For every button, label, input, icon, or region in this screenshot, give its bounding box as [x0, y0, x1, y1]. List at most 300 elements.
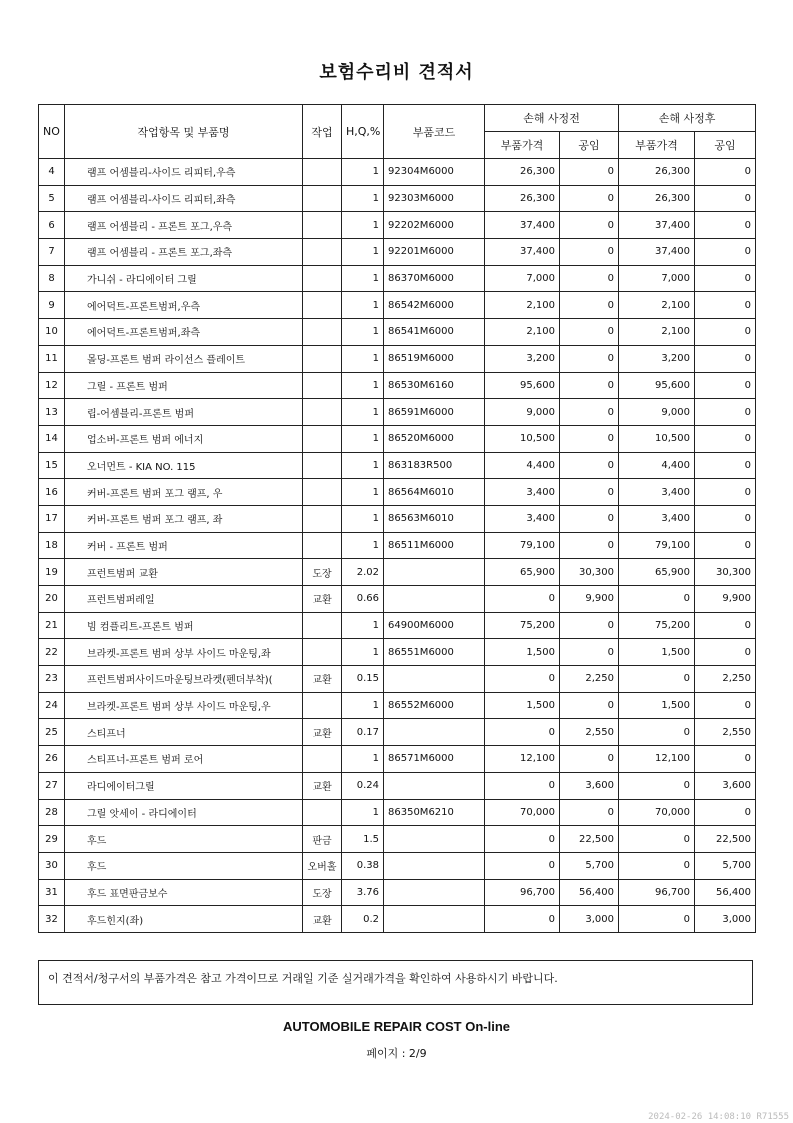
table-row: [39, 212, 756, 239]
row-before-parts-price: 0: [485, 586, 560, 613]
row-before-parts-price: 0: [485, 666, 560, 693]
table-row: [39, 826, 756, 853]
row-after-labor: 2,250: [695, 666, 756, 693]
row-before-parts-price: 96,700: [485, 879, 560, 906]
table-row: [39, 505, 756, 532]
row-work-type: [303, 692, 342, 719]
row-item-name: 립-어셈블리-프론트 범퍼: [65, 399, 303, 426]
row-no: 15: [39, 452, 65, 479]
row-after-labor: 0: [695, 185, 756, 212]
row-work-type: 교환: [303, 586, 342, 613]
row-hq: 0.24: [342, 772, 384, 799]
row-after-labor: 0: [695, 452, 756, 479]
row-part-code: 86591M6000: [384, 399, 485, 426]
row-after-parts-price: 75,200: [619, 612, 695, 639]
row-work-type: 도장: [303, 879, 342, 906]
row-hq: 1: [342, 479, 384, 506]
table-row: [39, 479, 756, 506]
row-item-name: 커버 - 프론트 범퍼: [65, 532, 303, 559]
row-after-labor: 0: [695, 345, 756, 372]
row-item-name: 커버-프론트 범퍼 포그 램프, 좌: [65, 505, 303, 532]
col-item-header: 작업항목 및 부품명: [65, 105, 303, 159]
row-work-type: 교환: [303, 772, 342, 799]
row-no: 22: [39, 639, 65, 666]
row-no: 21: [39, 612, 65, 639]
row-after-parts-price: 0: [619, 586, 695, 613]
row-after-parts-price: 7,000: [619, 265, 695, 292]
row-no: 25: [39, 719, 65, 746]
row-no: 24: [39, 692, 65, 719]
row-work-type: [303, 452, 342, 479]
estimate-table: [38, 104, 756, 933]
row-part-code: [384, 852, 485, 879]
row-after-parts-price: 79,100: [619, 532, 695, 559]
row-before-parts-price: 3,400: [485, 479, 560, 506]
row-before-labor: 0: [560, 505, 619, 532]
table-row: [39, 746, 756, 773]
row-before-labor: 0: [560, 399, 619, 426]
row-after-labor: 0: [695, 292, 756, 319]
table-row: [39, 425, 756, 452]
row-work-type: 교환: [303, 666, 342, 693]
row-before-parts-price: 37,400: [485, 212, 560, 239]
row-item-name: 램프 어셈블리 - 프론트 포그,좌측: [65, 239, 303, 266]
row-no: 17: [39, 505, 65, 532]
row-hq: 1: [342, 692, 384, 719]
row-work-type: [303, 239, 342, 266]
row-work-type: [303, 319, 342, 346]
group-before-header: 손해 사정전: [485, 105, 619, 132]
row-part-code: 86530M6160: [384, 372, 485, 399]
row-item-name: 그릴 앗세이 - 라디에이터: [65, 799, 303, 826]
row-after-labor: 3,000: [695, 906, 756, 933]
row-before-labor: 0: [560, 746, 619, 773]
row-after-labor: 0: [695, 425, 756, 452]
row-hq: 0.2: [342, 906, 384, 933]
row-part-code: [384, 906, 485, 933]
row-before-parts-price: 0: [485, 852, 560, 879]
row-item-name: 오너먼트 - KIA NO. 115: [65, 452, 303, 479]
row-no: 13: [39, 399, 65, 426]
row-after-parts-price: 2,100: [619, 292, 695, 319]
row-item-name: 프런트범퍼사이드마운팅브라켓(펜더부착)(: [65, 666, 303, 693]
row-hq: 1: [342, 612, 384, 639]
row-after-labor: 0: [695, 212, 756, 239]
row-item-name: 후드 표면판금보수: [65, 879, 303, 906]
col-hq-header: H,Q,%: [342, 105, 384, 159]
row-no: 27: [39, 772, 65, 799]
row-before-parts-price: 10,500: [485, 425, 560, 452]
table-row: [39, 666, 756, 693]
row-after-parts-price: 0: [619, 852, 695, 879]
row-before-parts-price: 0: [485, 906, 560, 933]
row-work-type: [303, 746, 342, 773]
row-item-name: 브라켓-프론트 범퍼 상부 사이드 마운팅,좌: [65, 639, 303, 666]
row-no: 8: [39, 265, 65, 292]
row-hq: 1: [342, 639, 384, 666]
row-after-parts-price: 26,300: [619, 185, 695, 212]
footer-brand: AUTOMOBILE REPAIR COST On-line: [282, 1019, 511, 1034]
after-labor-header: 공임: [695, 132, 756, 159]
table-row: [39, 292, 756, 319]
row-work-type: [303, 479, 342, 506]
row-before-parts-price: 9,000: [485, 399, 560, 426]
row-after-parts-price: 0: [619, 666, 695, 693]
row-after-labor: 5,700: [695, 852, 756, 879]
row-after-parts-price: 26,300: [619, 159, 695, 186]
row-after-labor: 0: [695, 746, 756, 773]
row-before-parts-price: 37,400: [485, 239, 560, 266]
row-no: 18: [39, 532, 65, 559]
row-hq: 1: [342, 399, 384, 426]
row-before-labor: 0: [560, 239, 619, 266]
row-before-parts-price: 95,600: [485, 372, 560, 399]
row-part-code: [384, 826, 485, 853]
row-no: 7: [39, 239, 65, 266]
row-after-parts-price: 0: [619, 772, 695, 799]
row-hq: 1.5: [342, 826, 384, 853]
row-item-name: 그릴 - 프론트 범퍼: [65, 372, 303, 399]
row-work-type: 교환: [303, 906, 342, 933]
row-after-labor: 0: [695, 265, 756, 292]
row-part-code: 92304M6000: [384, 159, 485, 186]
row-before-labor: 0: [560, 372, 619, 399]
row-after-parts-price: 0: [619, 719, 695, 746]
row-after-labor: 0: [695, 372, 756, 399]
row-no: 19: [39, 559, 65, 586]
row-before-parts-price: 3,400: [485, 505, 560, 532]
row-after-labor: 0: [695, 399, 756, 426]
row-before-parts-price: 79,100: [485, 532, 560, 559]
row-after-parts-price: 9,000: [619, 399, 695, 426]
row-after-labor: 30,300: [695, 559, 756, 586]
row-part-code: [384, 879, 485, 906]
row-part-code: 92303M6000: [384, 185, 485, 212]
row-work-type: [303, 372, 342, 399]
row-work-type: 오버홀: [303, 852, 342, 879]
row-hq: 1: [342, 185, 384, 212]
row-after-parts-price: 37,400: [619, 212, 695, 239]
row-before-labor: 2,550: [560, 719, 619, 746]
row-after-parts-price: 95,600: [619, 372, 695, 399]
row-item-name: 후드: [65, 852, 303, 879]
row-before-labor: 0: [560, 212, 619, 239]
row-hq: 1: [342, 799, 384, 826]
row-before-parts-price: 4,400: [485, 452, 560, 479]
row-before-parts-price: 26,300: [485, 185, 560, 212]
row-hq: 2.02: [342, 559, 384, 586]
row-hq: 3.76: [342, 879, 384, 906]
row-before-labor: 0: [560, 159, 619, 186]
row-before-parts-price: 2,100: [485, 292, 560, 319]
row-before-labor: 0: [560, 692, 619, 719]
table-row: [39, 239, 756, 266]
row-before-parts-price: 2,100: [485, 319, 560, 346]
row-work-type: [303, 265, 342, 292]
row-hq: 1: [342, 425, 384, 452]
row-work-type: [303, 639, 342, 666]
row-before-labor: 3,000: [560, 906, 619, 933]
before-parts-price-header: 부품가격: [485, 132, 560, 159]
row-after-labor: 22,500: [695, 826, 756, 853]
row-part-code: 86370M6000: [384, 265, 485, 292]
row-after-labor: 0: [695, 692, 756, 719]
row-after-labor: 0: [695, 239, 756, 266]
row-hq: 0.15: [342, 666, 384, 693]
row-before-labor: 56,400: [560, 879, 619, 906]
row-no: 10: [39, 319, 65, 346]
row-after-labor: 0: [695, 612, 756, 639]
row-after-parts-price: 37,400: [619, 239, 695, 266]
table-row: [39, 612, 756, 639]
row-work-type: [303, 345, 342, 372]
row-no: 28: [39, 799, 65, 826]
row-hq: 1: [342, 452, 384, 479]
table-header: [39, 105, 756, 159]
row-part-code: 86552M6000: [384, 692, 485, 719]
row-item-name: 라디에이터그릴: [65, 772, 303, 799]
row-no: 23: [39, 666, 65, 693]
row-work-type: [303, 292, 342, 319]
row-before-labor: 2,250: [560, 666, 619, 693]
table-row: [39, 879, 756, 906]
row-no: 31: [39, 879, 65, 906]
row-after-parts-price: 1,500: [619, 692, 695, 719]
row-before-labor: 0: [560, 532, 619, 559]
row-item-name: 스티프너: [65, 719, 303, 746]
row-before-parts-price: 70,000: [485, 799, 560, 826]
row-hq: 1: [342, 292, 384, 319]
row-no: 16: [39, 479, 65, 506]
table-row: [39, 372, 756, 399]
row-part-code: 86520M6000: [384, 425, 485, 452]
row-after-parts-price: 70,000: [619, 799, 695, 826]
row-before-parts-price: 26,300: [485, 159, 560, 186]
row-hq: 1: [342, 532, 384, 559]
table-row: [39, 639, 756, 666]
row-before-parts-price: 12,100: [485, 746, 560, 773]
row-before-labor: 0: [560, 425, 619, 452]
row-item-name: 가니쉬 - 라디에이터 그릴: [65, 265, 303, 292]
row-work-type: [303, 425, 342, 452]
row-before-parts-price: 3,200: [485, 345, 560, 372]
row-after-parts-price: 3,200: [619, 345, 695, 372]
row-before-labor: 0: [560, 265, 619, 292]
table-body: [39, 159, 756, 933]
row-part-code: 92201M6000: [384, 239, 485, 266]
row-work-type: [303, 505, 342, 532]
row-hq: 1: [342, 212, 384, 239]
row-hq: 1: [342, 746, 384, 773]
row-no: 14: [39, 425, 65, 452]
row-before-labor: 9,900: [560, 586, 619, 613]
row-after-labor: 0: [695, 479, 756, 506]
row-part-code: 92202M6000: [384, 212, 485, 239]
table-row: [39, 719, 756, 746]
row-part-code: [384, 586, 485, 613]
row-no: 30: [39, 852, 65, 879]
row-part-code: 863183R500: [384, 452, 485, 479]
row-after-labor: 2,550: [695, 719, 756, 746]
row-hq: 1: [342, 239, 384, 266]
row-before-labor: 22,500: [560, 826, 619, 853]
row-before-labor: 0: [560, 319, 619, 346]
row-hq: 0.38: [342, 852, 384, 879]
row-after-parts-price: 1,500: [619, 639, 695, 666]
row-after-labor: 0: [695, 319, 756, 346]
table-row: [39, 692, 756, 719]
col-no-header: NO: [39, 105, 65, 159]
table-row: [39, 772, 756, 799]
row-hq: 0.66: [342, 586, 384, 613]
row-before-parts-price: 0: [485, 826, 560, 853]
row-before-labor: 0: [560, 799, 619, 826]
table-row: [39, 906, 756, 933]
row-before-labor: 5,700: [560, 852, 619, 879]
print-timestamp: 2024-02-26 14:08:10 R71555: [648, 1112, 789, 1122]
row-no: 12: [39, 372, 65, 399]
row-after-labor: 0: [695, 639, 756, 666]
row-after-parts-price: 2,100: [619, 319, 695, 346]
row-hq: 1: [342, 159, 384, 186]
row-no: 29: [39, 826, 65, 853]
row-no: 26: [39, 746, 65, 773]
table-row: [39, 452, 756, 479]
row-item-name: 스티프너-프론트 범퍼 로어: [65, 746, 303, 773]
row-before-labor: 0: [560, 452, 619, 479]
row-item-name: 에어덕트-프론트범퍼,좌측: [65, 319, 303, 346]
row-work-type: [303, 185, 342, 212]
price-notice: 이 견적서/청구서의 부품가격은 참고 가격이므로 거래일 기준 실거래가격을 확인하여 사용하시기 바랍니다.: [38, 960, 753, 1005]
row-item-name: 프런트범퍼레일: [65, 586, 303, 613]
table-row: [39, 319, 756, 346]
row-item-name: 램프 어셈블리 - 프론트 포그,우측: [65, 212, 303, 239]
row-after-parts-price: 65,900: [619, 559, 695, 586]
row-hq: 1: [342, 372, 384, 399]
row-before-labor: 30,300: [560, 559, 619, 586]
row-before-parts-price: 7,000: [485, 265, 560, 292]
table-row: [39, 185, 756, 212]
row-part-code: 86511M6000: [384, 532, 485, 559]
table-row: [39, 586, 756, 613]
row-work-type: [303, 612, 342, 639]
page-number: 페이지 : 2/9: [366, 1047, 427, 1060]
row-before-parts-price: 75,200: [485, 612, 560, 639]
row-no: 5: [39, 185, 65, 212]
row-after-labor: 3,600: [695, 772, 756, 799]
row-part-code: 86541M6000: [384, 319, 485, 346]
row-item-name: 빔 컴플리트-프론트 범퍼: [65, 612, 303, 639]
row-before-labor: 0: [560, 479, 619, 506]
document-title: 보험수리비 견적서: [319, 62, 474, 83]
row-item-name: 브라켓-프론트 범퍼 상부 사이드 마운팅,우: [65, 692, 303, 719]
row-before-parts-price: 1,500: [485, 639, 560, 666]
row-work-type: [303, 532, 342, 559]
col-code-header: 부품코드: [384, 105, 485, 159]
before-labor-header: 공임: [560, 132, 619, 159]
table-row: [39, 559, 756, 586]
row-hq: 1: [342, 265, 384, 292]
row-item-name: 램프 어셈블리-사이드 리피터,우측: [65, 159, 303, 186]
row-part-code: 86551M6000: [384, 639, 485, 666]
row-before-parts-price: 65,900: [485, 559, 560, 586]
row-item-name: 에어덕트-프론트범퍼,우측: [65, 292, 303, 319]
row-item-name: 프런트범퍼 교환: [65, 559, 303, 586]
row-after-parts-price: 3,400: [619, 505, 695, 532]
row-part-code: 86571M6000: [384, 746, 485, 773]
row-after-parts-price: 0: [619, 906, 695, 933]
row-before-labor: 0: [560, 612, 619, 639]
row-part-code: 86350M6210: [384, 799, 485, 826]
table-row: [39, 852, 756, 879]
row-after-parts-price: 0: [619, 826, 695, 853]
row-before-labor: 0: [560, 345, 619, 372]
row-item-name: 램프 어셈블리-사이드 리피터,좌측: [65, 185, 303, 212]
row-after-parts-price: 4,400: [619, 452, 695, 479]
row-work-type: 판금: [303, 826, 342, 853]
row-no: 20: [39, 586, 65, 613]
row-no: 4: [39, 159, 65, 186]
row-work-type: [303, 212, 342, 239]
row-item-name: 후드: [65, 826, 303, 853]
row-hq: 1: [342, 345, 384, 372]
row-after-labor: 0: [695, 799, 756, 826]
row-before-labor: 0: [560, 185, 619, 212]
row-after-labor: 0: [695, 532, 756, 559]
row-after-parts-price: 3,400: [619, 479, 695, 506]
row-work-type: [303, 159, 342, 186]
row-no: 11: [39, 345, 65, 372]
row-work-type: [303, 399, 342, 426]
row-part-code: [384, 772, 485, 799]
row-item-name: 후드힌지(좌): [65, 906, 303, 933]
row-no: 6: [39, 212, 65, 239]
row-work-type: 교환: [303, 719, 342, 746]
row-after-parts-price: 10,500: [619, 425, 695, 452]
after-parts-price-header: 부품가격: [619, 132, 695, 159]
row-item-name: 커버-프론트 범퍼 포그 램프, 우: [65, 479, 303, 506]
group-after-header: 손해 사정후: [619, 105, 756, 132]
row-part-code: [384, 666, 485, 693]
row-item-name: 업소버-프론트 범퍼 에너지: [65, 425, 303, 452]
row-after-labor: 56,400: [695, 879, 756, 906]
row-no: 9: [39, 292, 65, 319]
row-after-labor: 0: [695, 159, 756, 186]
row-before-parts-price: 0: [485, 719, 560, 746]
col-work-header: 작업: [303, 105, 342, 159]
row-work-type: [303, 799, 342, 826]
table-row: [39, 532, 756, 559]
row-part-code: 86564M6010: [384, 479, 485, 506]
table-row: [39, 159, 756, 186]
row-before-labor: 0: [560, 292, 619, 319]
row-hq: 1: [342, 319, 384, 346]
row-after-labor: 0: [695, 505, 756, 532]
table-row: [39, 399, 756, 426]
row-hq: 1: [342, 505, 384, 532]
table-row: [39, 345, 756, 372]
row-part-code: [384, 719, 485, 746]
row-before-parts-price: 1,500: [485, 692, 560, 719]
row-part-code: 86563M6010: [384, 505, 485, 532]
row-after-parts-price: 96,700: [619, 879, 695, 906]
row-hq: 0.17: [342, 719, 384, 746]
row-no: 32: [39, 906, 65, 933]
row-after-labor: 9,900: [695, 586, 756, 613]
row-item-name: 몰딩-프론트 범퍼 라이선스 플레이트: [65, 345, 303, 372]
row-after-parts-price: 12,100: [619, 746, 695, 773]
row-part-code: 64900M6000: [384, 612, 485, 639]
